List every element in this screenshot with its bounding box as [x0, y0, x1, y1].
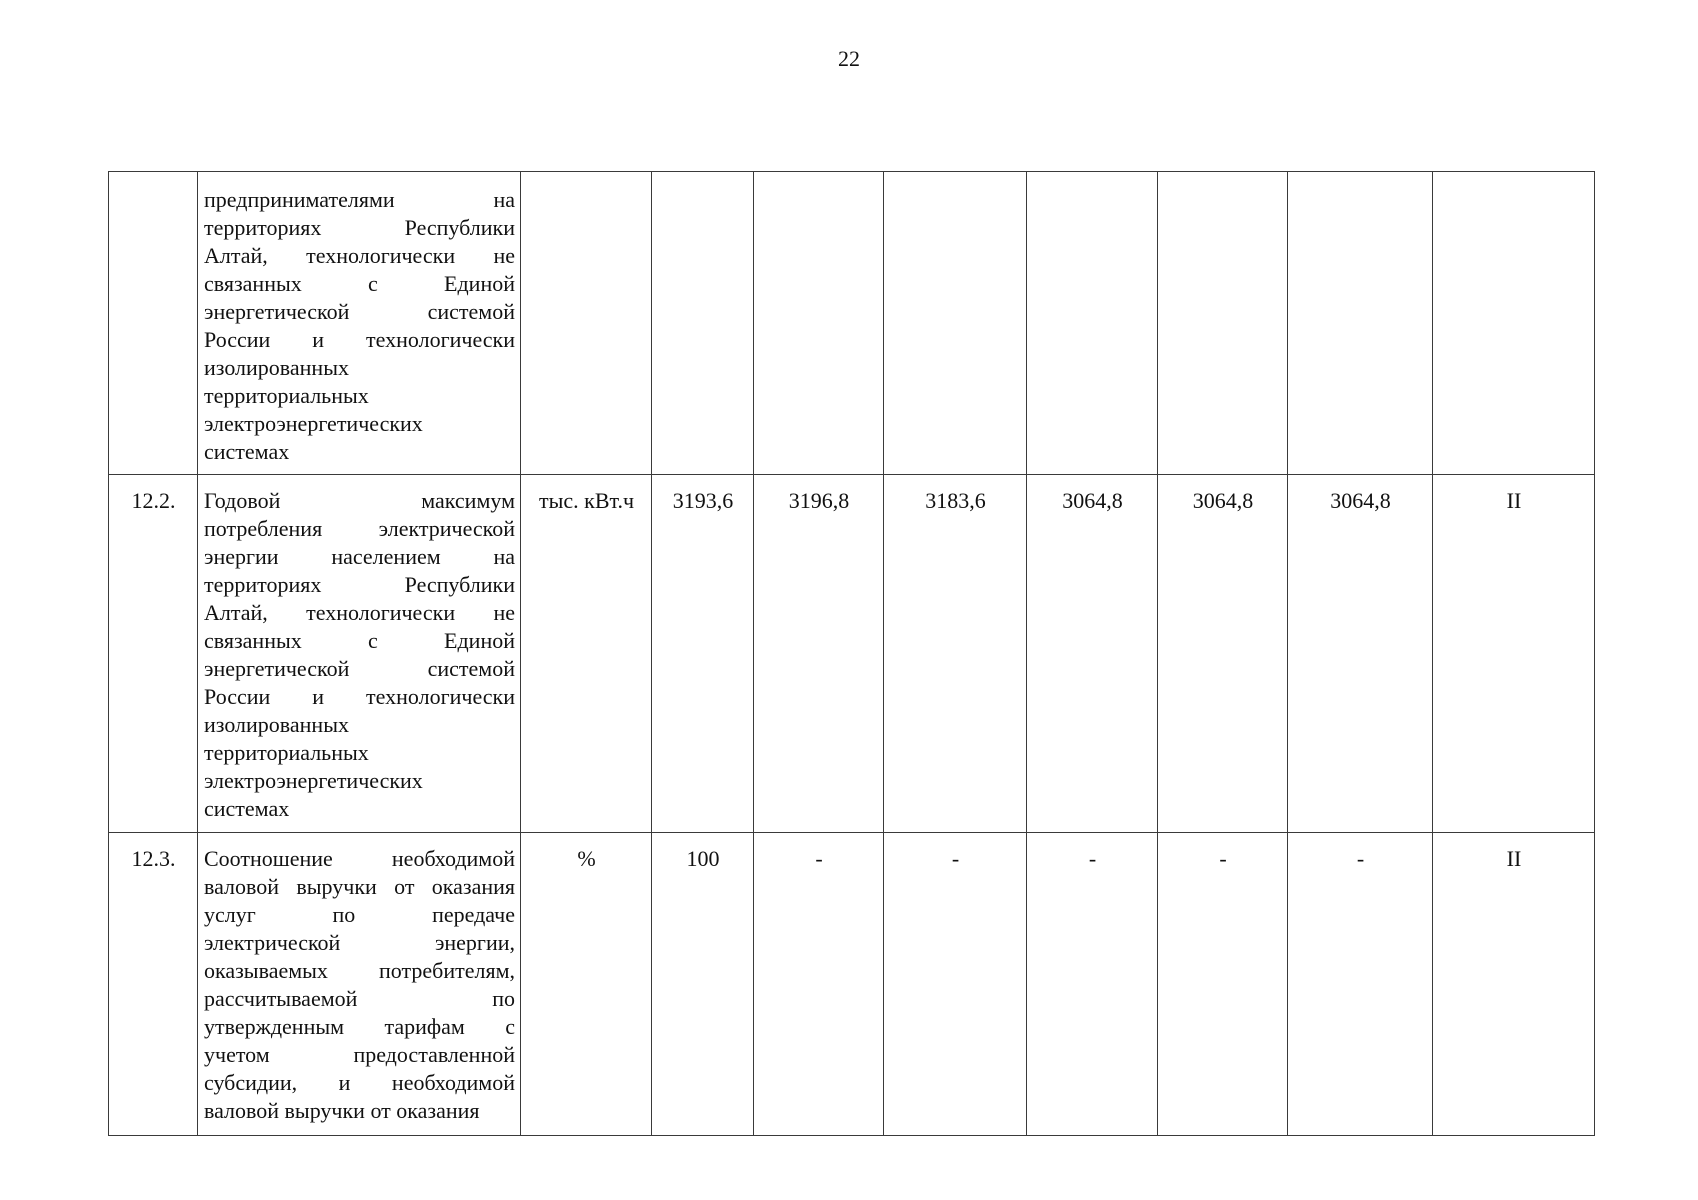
indicators-table	[108, 171, 1595, 1136]
description-line: энергии населением на	[204, 544, 515, 569]
row-number-cell: 12.3.	[109, 833, 198, 1136]
year-value-cell	[1288, 172, 1433, 475]
page-number: 22	[838, 46, 860, 71]
year-value-cell	[652, 172, 754, 475]
description-line: территориях Республики	[204, 215, 515, 240]
description-line: услуг по передаче	[204, 902, 515, 927]
description-line: электрической энергии,	[204, 930, 515, 955]
year-value-cell: -	[1288, 833, 1433, 1136]
description-line: территориях Республики	[204, 572, 515, 597]
description-line: валовой выручки от оказания	[204, 874, 515, 899]
indicator-description-cell	[198, 172, 521, 475]
unit-cell	[521, 172, 652, 475]
description-line: электроэнергетических	[204, 768, 423, 793]
description-line: изолированных	[204, 355, 349, 380]
description-line: изолированных	[204, 712, 349, 737]
description-line: электроэнергетических	[204, 411, 423, 436]
description-line: утвержденным тарифам с	[204, 1014, 515, 1039]
year-value-cell	[754, 172, 884, 475]
description-line: потребления электрической	[204, 516, 515, 541]
description-line: предпринимателями на	[204, 187, 515, 212]
description-line: Алтай, технологически не	[204, 243, 515, 268]
description-line: энергетической системой	[204, 656, 515, 681]
row-number-cell: 12.2.	[109, 475, 198, 833]
description-line: системах	[204, 439, 290, 464]
description-line: рассчитываемой по	[204, 986, 515, 1011]
description-line: Соотношение необходимой	[204, 846, 515, 871]
year-value-cell: 3196,8	[754, 475, 884, 833]
description-line: России и технологически	[204, 327, 515, 352]
year-value-cell	[1158, 172, 1288, 475]
description-line: Годовой максимум	[204, 488, 515, 513]
description-line: связанных с Единой	[204, 628, 515, 653]
year-value-cell: 3193,6	[652, 475, 754, 833]
note-cell: II	[1433, 833, 1595, 1136]
description-line: оказываемых потребителям,	[204, 958, 515, 983]
description-line: территориальных	[204, 740, 369, 765]
year-value-cell: 3064,8	[1288, 475, 1433, 833]
description-line: субсидии, и необходимой	[204, 1070, 515, 1095]
description-line: Алтай, технологически не	[204, 600, 515, 625]
year-value-cell: -	[1027, 833, 1158, 1136]
year-value-cell: -	[1158, 833, 1288, 1136]
indicator-description-cell	[198, 475, 521, 833]
description-line: России и технологически	[204, 684, 515, 709]
year-value-cell	[1027, 172, 1158, 475]
description-line: связанных с Единой	[204, 271, 515, 296]
row-number-cell	[109, 172, 198, 475]
indicator-description-cell	[198, 833, 521, 1136]
unit-cell: тыс. кВт.ч	[521, 475, 652, 833]
description-line: энергетической системой	[204, 299, 515, 324]
table-row	[109, 172, 1595, 475]
note-cell	[1433, 172, 1595, 475]
table-row	[109, 475, 1595, 833]
description-line: учетом предоставленной	[204, 1042, 515, 1067]
description-line: системах	[204, 796, 290, 821]
year-value-cell: 3064,8	[1158, 475, 1288, 833]
year-value-cell	[884, 172, 1027, 475]
year-value-cell: 3183,6	[884, 475, 1027, 833]
year-value-cell: -	[754, 833, 884, 1136]
table-body	[109, 172, 1595, 1136]
description-line: валовой выручки от оказания	[204, 1098, 480, 1123]
table-row	[109, 833, 1595, 1136]
year-value-cell: 100	[652, 833, 754, 1136]
note-cell: II	[1433, 475, 1595, 833]
description-line: территориальных	[204, 383, 369, 408]
unit-cell: %	[521, 833, 652, 1136]
year-value-cell: 3064,8	[1027, 475, 1158, 833]
year-value-cell: -	[884, 833, 1027, 1136]
